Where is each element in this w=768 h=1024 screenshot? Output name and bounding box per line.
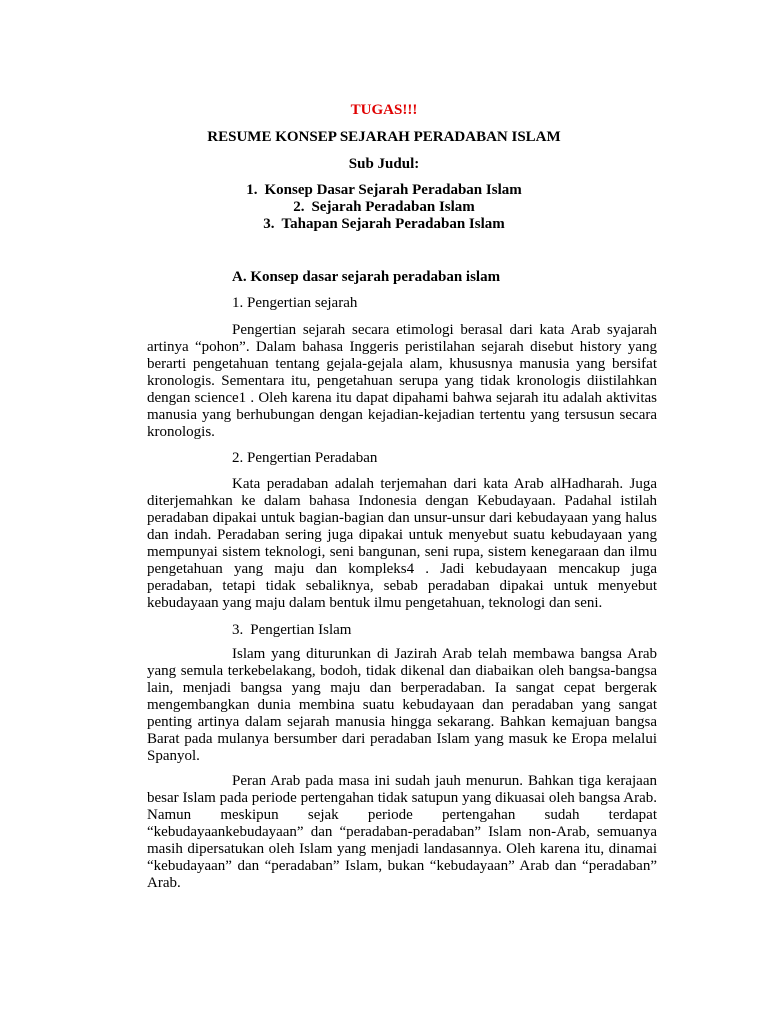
subsection-2-heading: 2. Pengertian Peradaban — [232, 450, 378, 466]
subsection-3-paragraph-2: Peran Arab pada masa ini sudah jauh menurun. Bahkan tiga kerajaan besar Islam pada periode pertengahan tidak satupun yang dikuasai oleh bangsa Arab. Namun meskipun sejak periode pertengahan sudah terdapat “kebudayaankebudayaan” dan “peradaban-peradaban” Islam non-Arab, semuanya masih dipersatukan oleh Islam yang menjadi landasannya. Oleh karena itu, dinamai “kebudayaan” dan “peradaban” Islam, bukan “kebudayaan” Arab dan “peradaban” Arab. — [147, 773, 657, 891]
subtopic-list — [0, 182, 768, 233]
subtopic-number: 1. — [246, 182, 258, 198]
subtopic-text: Sejarah Peradaban Islam — [311, 199, 475, 215]
subsection-1-heading: 1. Pengertian sejarah — [232, 295, 358, 311]
subtopic-number: 2. — [293, 199, 305, 215]
subtopic-text: Konsep Dasar Sejarah Peradaban Islam — [264, 182, 522, 198]
subtopic-item — [0, 182, 768, 199]
subtopic-text: Tahapan Sejarah Peradaban Islam — [281, 216, 505, 232]
subtopic-item — [0, 199, 768, 216]
subsection-3-heading — [232, 622, 351, 639]
subtopic-number: 3. — [263, 216, 275, 232]
subtitle-label: Sub Judul: — [348, 156, 420, 172]
assignment-label: TUGAS!!! — [350, 102, 418, 118]
subsection-3-heading-text: Pengertian Islam — [250, 622, 352, 638]
subsection-2-paragraph: Kata peradaban adalah terjemahan dari kata Arab alHadharah. Juga diterjemahkan ke dalam bahasa Indonesia dengan Kebudayaan. Padahal istilah peradaban dipakai untuk bagian-bagian dan unsur-unsur dari kebudayaan yang halus dan indah. Peradaban sering juga dipakai untuk menyebut suatu kebudayaan yang mempunyai sistem teknologi, seni bangunan, seni rupa, sistem kenegaraan dan ilmu pengetahuan yang maju dan kompleks4 . Jadi kebudayaan mencakup juga peradaban, tetapi tidak sebaliknya, sebab peradaban dipakai untuk menyebut kebudayaan yang maju dalam bentuk ilmu pengetahuan, teknologi dan seni. — [147, 476, 657, 611]
subtopic-item — [0, 216, 768, 233]
subsection-3-paragraph-1: Islam yang diturunkan di Jazirah Arab telah membawa bangsa Arab yang semula terkebelakang, bodoh, tidak dikenal dan diabaikan oleh bangsa-bangsa lain, menjadi bangsa yang maju dan berperadaban. Ia sangat cepat bergerak mengembangkan dunia membina suatu kebudayaan dan peradaban yang sangat penting artinya dalam sejarah manusia hingga sekarang. Bahkan kemajuan bangsa Barat pada mulanya bersumber dari peradaban Islam yang masuk ke Eropa melalui Spanyol. — [147, 646, 657, 764]
subsection-3-number: 3. — [232, 622, 244, 638]
section-a-heading: A. Konsep dasar sejarah peradaban islam — [232, 269, 501, 285]
document-title: RESUME KONSEP SEJARAH PERADABAN ISLAM — [207, 129, 561, 145]
subsection-1-paragraph: Pengertian sejarah secara etimologi berasal dari kata Arab syajarah artinya “pohon”. Dalam bahasa Inggeris peristilahan sejarah disebut history yang berarti pengetahuan tentang gejala-gejala alam, khususnya manusia yang bersifat kronologis. Sementara itu, pengetahuan serupa yang tidak kronologis diistilahkan dengan science1 . Oleh karena itu dapat dipahami bahwa sejarah itu adalah aktivitas manusia yang berhubungan dengan kejadian-kejadian tertentu yang tersusun secara kronologis. — [147, 322, 657, 440]
